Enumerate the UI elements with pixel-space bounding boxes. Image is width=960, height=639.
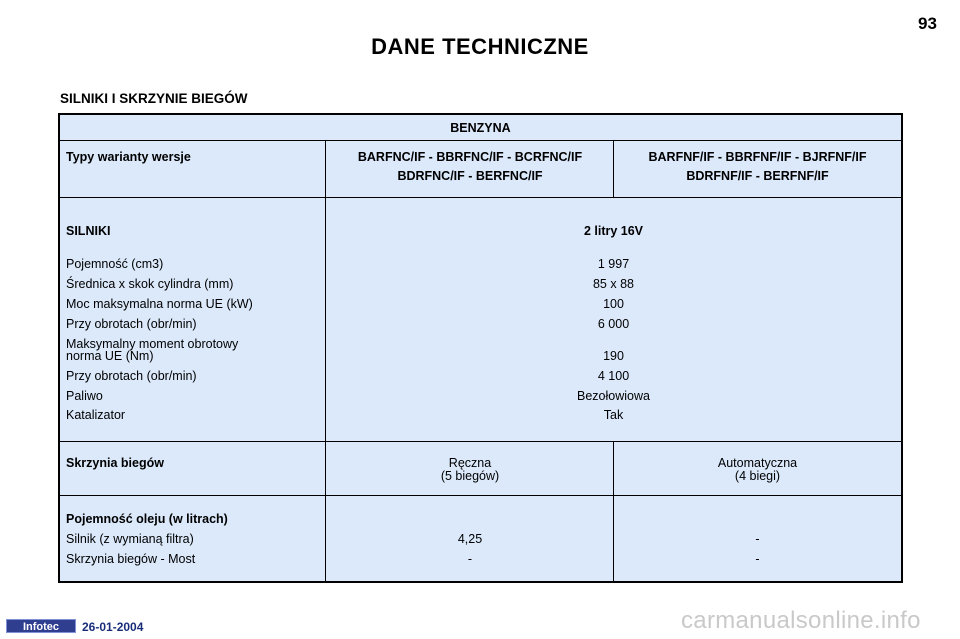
spec-value: 100 — [603, 297, 624, 311]
gearbox-auto-line2: (4 biegi) — [734, 469, 781, 483]
section-title: SILNIKI I SKRZYNIE BIEGÓW — [60, 91, 248, 106]
row-divider — [60, 441, 901, 442]
oil-row-auto: - — [755, 552, 760, 566]
gearbox-manual-line2: (5 biegów) — [440, 469, 500, 483]
oil-label: Pojemność oleju (w litrach) — [66, 512, 228, 526]
spec-value: 1 997 — [597, 257, 630, 271]
row-divider — [60, 197, 901, 198]
watermark: carmanualsonline.info — [681, 607, 921, 634]
gearbox-auto-line1: Automatyczna — [717, 456, 798, 470]
row-divider — [60, 495, 901, 496]
variants-manual-line1: BARFNC/IF - BBRFNC/IF - BCRFNC/IF — [357, 150, 583, 164]
engine-label: SILNIKI — [66, 224, 111, 238]
spec-value: Bezołowiowa — [577, 389, 650, 403]
spec-table — [58, 113, 903, 583]
variants-auto-line2: BDRFNF/IF - BERFNF/IF — [686, 169, 829, 183]
oil-row-auto: - — [755, 532, 760, 546]
variants-label: Typy warianty wersje — [66, 150, 191, 164]
page-number: 93 — [918, 14, 937, 33]
footer-date: 26-01-2004 — [82, 620, 144, 634]
spec-label: Moc maksymalna norma UE (kW) — [66, 297, 253, 311]
spec-value: 6 000 — [597, 317, 630, 331]
spec-label: Paliwo — [66, 389, 103, 403]
spec-label: Przy obrotach (obr/min) — [66, 369, 197, 383]
spec-label: Średnica x skok cylindra (mm) — [66, 277, 234, 291]
spec-label: Katalizator — [66, 408, 126, 422]
variants-manual-line2: BDRFNC/IF - BERFNC/IF — [397, 169, 543, 183]
oil-row-label: Silnik (z wymianą filtra) — [66, 532, 194, 546]
spec-label: Przy obrotach (obr/min) — [66, 317, 197, 331]
page-title: DANE TECHNICZNE — [371, 34, 589, 59]
spec-value: 4 100 — [597, 369, 630, 383]
spec-label: norma UE (Nm) — [66, 349, 154, 363]
spec-value: 190 — [603, 349, 624, 363]
oil-row-manual: - — [467, 552, 473, 566]
gearbox-manual-line1: Ręczna — [448, 456, 492, 470]
variants-auto-line1: BARFNF/IF - BBRFNF/IF - BJRFNF/IF — [648, 150, 867, 164]
row-divider — [60, 140, 901, 141]
gearbox-label: Skrzynia biegów — [66, 456, 164, 470]
spec-label: Pojemność (cm3) — [66, 257, 164, 271]
infotec-logo: Infotec — [6, 619, 76, 633]
engine-value: 2 litry 16V — [583, 224, 644, 238]
spec-value: Tak — [603, 408, 624, 422]
spec-label: Maksymalny moment obrotowy — [66, 337, 239, 351]
spec-value: 85 x 88 — [592, 277, 634, 291]
oil-row-label: Skrzynia biegów - Most — [66, 552, 196, 566]
fuel-header: BENZYNA — [450, 121, 511, 135]
oil-row-manual: 4,25 — [457, 532, 483, 546]
